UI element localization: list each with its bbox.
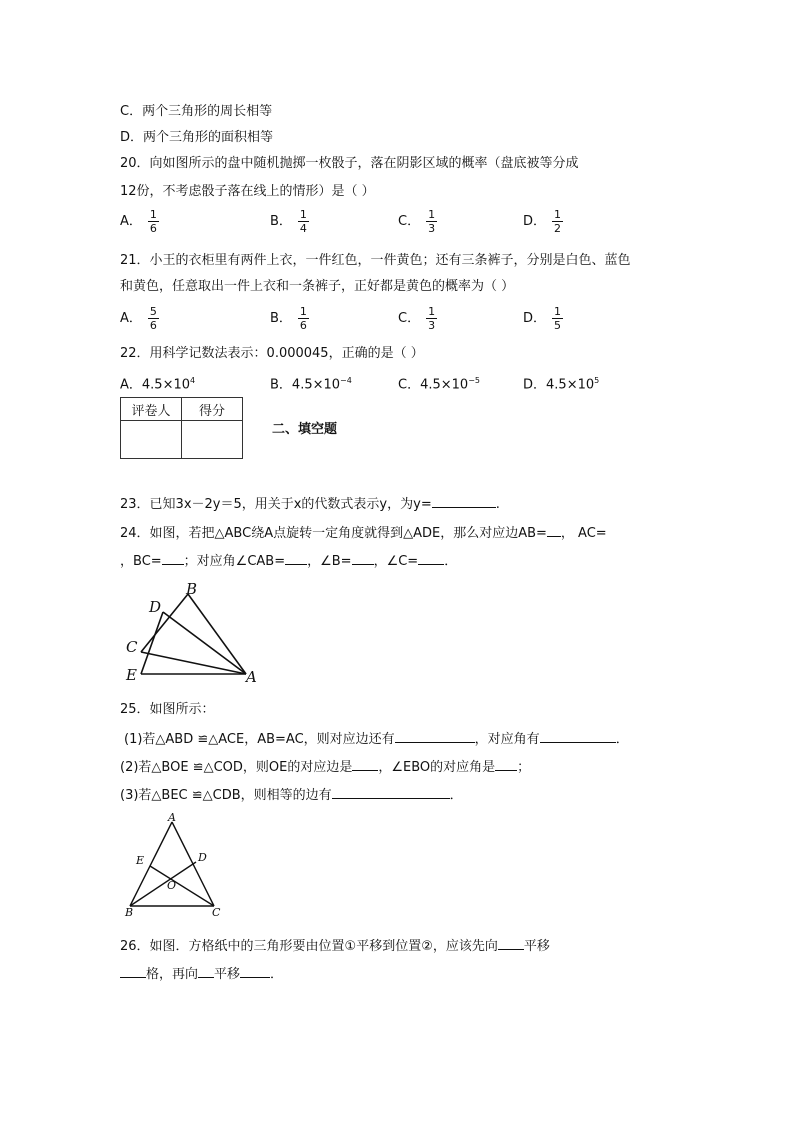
answer-blank (540, 729, 616, 743)
segment-ba (188, 594, 246, 674)
answer-blank (332, 785, 450, 799)
q21-text-line1: 21．小王的衣柜里有两件上衣，一件红色，一件黄色；还有三条裤子，分别是白色、蓝色 (120, 253, 631, 268)
answer-blank (120, 964, 146, 978)
fraction: $\frac{1}{6}$ (299, 305, 307, 332)
label-b: B (125, 906, 134, 919)
q20-option-b (270, 208, 309, 235)
option-label: D． (523, 214, 547, 229)
label-c: C (212, 906, 221, 919)
answer-blank (352, 757, 378, 771)
score-table (120, 397, 243, 459)
q21-option-d (523, 305, 563, 332)
q26-text-line1: 26．如图．方格纸中的三角形要由位置①平移到位置②，应该先向 平移 (120, 936, 550, 956)
q19-option-d: D．两个三角形的面积相等 (120, 130, 274, 145)
q20-option-d (523, 208, 563, 235)
q22-option-b: B．$4.5\times 10^{-4}$ (270, 376, 352, 393)
label-a: A (246, 668, 257, 686)
q20-option-a (120, 208, 159, 235)
q21-text-line2: 和黄色，任意取出一件上衣和一条裤子，正好都是黄色的概率为（ ） (120, 279, 515, 294)
answer-blank (498, 936, 524, 950)
segment-bd (130, 862, 196, 906)
q25-part2: (2)若△BOE ≌△COD，则OE的对应边是 ，∠EBO的对应角是 ； (120, 757, 530, 777)
q20-text-line1: 20．向如图所示的盘中随机抛掷一枚骰子，落在阴影区域的概率（盘底被等分成 (120, 156, 579, 171)
fraction: $\frac{1}{6}$ (149, 208, 157, 235)
answer-blank (395, 729, 475, 743)
option-label: B． (270, 214, 292, 229)
answer-blank (162, 551, 184, 565)
section-title: 二、填空题 (272, 422, 338, 437)
q21-option-a (120, 305, 159, 332)
answer-blank (418, 551, 444, 565)
label-e: E (126, 666, 137, 684)
answer-blank (352, 551, 374, 565)
fraction: $\frac{1}{3}$ (428, 208, 436, 235)
option-label: A． (120, 311, 142, 326)
q25-triangle-figure (118, 812, 233, 920)
fraction: $\frac{1}{3}$ (428, 305, 436, 332)
option-label: B． (270, 311, 292, 326)
answer-blank (285, 551, 307, 565)
answer-blank (547, 523, 561, 537)
fraction: $\frac{5}{6}$ (149, 305, 157, 332)
q22-option-c: C．$4.5\times 10^{-5}$ (398, 376, 480, 393)
q20-option-c (398, 208, 437, 235)
q22-text: 22．用科学记数法表示：0.000045，正确的是（ ） (120, 346, 424, 361)
label-d: D (198, 851, 207, 864)
score-table-cell-score (182, 421, 243, 459)
answer-blank (240, 964, 270, 978)
q24-triangle-figure (118, 582, 268, 688)
label-o: O (167, 879, 177, 892)
score-table-cell-grader (121, 421, 182, 459)
answer-blank (495, 757, 517, 771)
q22-option-a: A．$4.5\times 10^4$ (120, 376, 196, 393)
option-label: A． (120, 214, 142, 229)
score-table-header-grader: 评卷人 (121, 398, 182, 421)
option-label: C． (398, 311, 421, 326)
label-b: B (186, 582, 198, 598)
q25-title: 25．如图所示： (120, 702, 215, 717)
answer-blank (432, 494, 496, 508)
q20-text-line2: 12份，不考虑骰子落在线上的情形）是（ ） (120, 184, 375, 199)
fraction: $\frac{1}{5}$ (554, 305, 562, 332)
fraction: $\frac{1}{2}$ (554, 208, 562, 235)
option-label: D． (523, 311, 547, 326)
q22-option-d: D．$4.5\times 10^5$ (523, 376, 600, 393)
q23-text: 23．已知3x－2y＝5，用关于x的代数式表示y，为y= . (120, 494, 500, 514)
score-table-header-score: 得分 (182, 398, 243, 421)
label-c: C (126, 638, 138, 656)
q25-part3: (3)若△BEC ≌△CDB，则相等的边有 ． (120, 785, 463, 805)
segment-de (141, 612, 163, 674)
q21-option-c (398, 305, 437, 332)
fraction: $\frac{1}{4}$ (299, 208, 307, 235)
q26-text-line2: 格，再向 平移 ． (120, 964, 283, 984)
label-a: A (168, 812, 176, 824)
q24-text-line1: 24．如图，若把△ABC绕A点旋转一定角度就得到△ADE，那么对应边AB= ， AC= (120, 523, 607, 543)
label-e: E (136, 854, 145, 867)
q19-option-c: C．两个三角形的周长相等 (120, 104, 273, 119)
label-d: D (149, 598, 162, 616)
q24-text-line2: ，BC= ；对应角∠CAB= ，∠B= ，∠C= ． (120, 551, 457, 571)
option-label: C． (398, 214, 421, 229)
answer-blank (198, 964, 214, 978)
q25-part1: (1)若△ABD ≌△ACE，AB=AC，则对应边还有 ，对应角有 ． (124, 729, 629, 749)
q21-option-b (270, 305, 309, 332)
